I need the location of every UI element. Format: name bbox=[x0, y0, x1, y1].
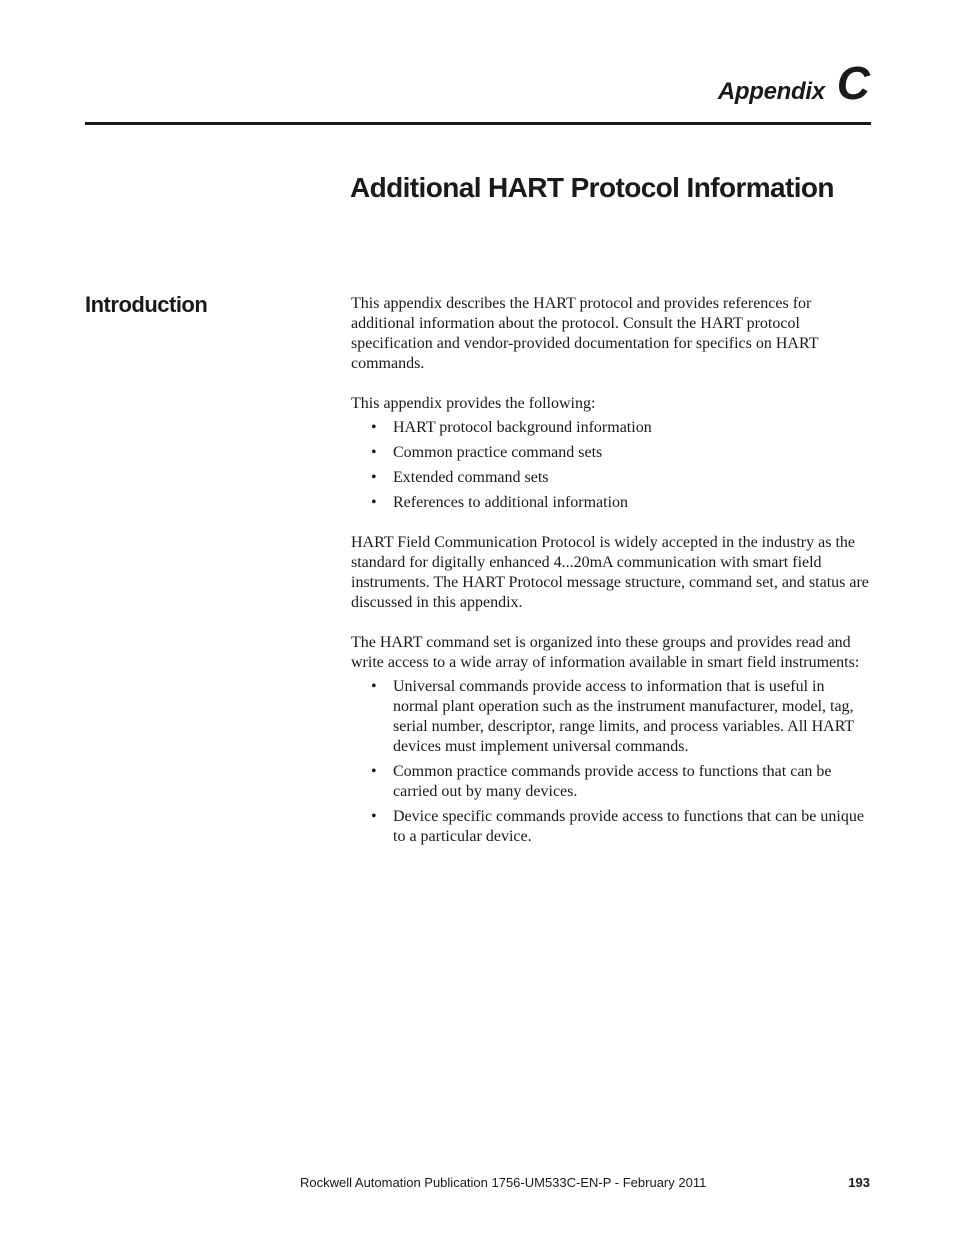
list-item: • Common practice command sets bbox=[351, 443, 871, 463]
footer-publication: Rockwell Automation Publication 1756-UM533C-EN-P - February 2011 bbox=[300, 1175, 707, 1190]
list-item: • Universal commands provide access to information that is useful in normal plant operation such as the instrument manufacturer, model, tag, serial number, descriptor, range limits, and process variables. All HART devices must implement universal commands. bbox=[351, 677, 871, 757]
section-body bbox=[351, 294, 871, 867]
command-groups-list bbox=[351, 677, 871, 847]
intro-paragraph: This appendix describes the HART protocol and provides references for additional information about the protocol. Consult the HART protocol specification and vendor-provided documentation for specifics on HART commands. bbox=[351, 295, 819, 372]
list-item: • HART protocol background information bbox=[351, 418, 871, 438]
footer-page-number: 193 bbox=[848, 1175, 870, 1190]
section-heading-introduction: Introduction bbox=[85, 292, 208, 317]
list-item: • Common practice commands provide access to functions that can be carried out by many devices. bbox=[351, 762, 871, 802]
appendix-word: Appendix bbox=[717, 78, 825, 105]
provides-paragraph: This appendix provides the following: bbox=[351, 395, 596, 412]
page-title: Additional HART Protocol Information bbox=[350, 172, 834, 203]
contents-list bbox=[351, 418, 871, 513]
appendix-label bbox=[717, 57, 870, 109]
protocol-paragraph: HART Field Communication Protocol is widely accepted in the industry as the standard for digitally enhanced 4...20mA communication with smart field instruments. The HART Protocol message structure, command set, and status are discussed in this appendix. bbox=[351, 534, 869, 611]
header-rule bbox=[85, 122, 871, 125]
list-item: • References to additional information bbox=[351, 493, 871, 513]
command-set-paragraph: The HART command set is organized into these groups and provides read and write access to a wide array of information available in smart field instruments: bbox=[351, 634, 860, 671]
list-item: • Device specific commands provide access to functions that can be unique to a particular device. bbox=[351, 807, 871, 847]
appendix-letter: C bbox=[836, 57, 870, 109]
list-item: • Extended command sets bbox=[351, 468, 871, 488]
